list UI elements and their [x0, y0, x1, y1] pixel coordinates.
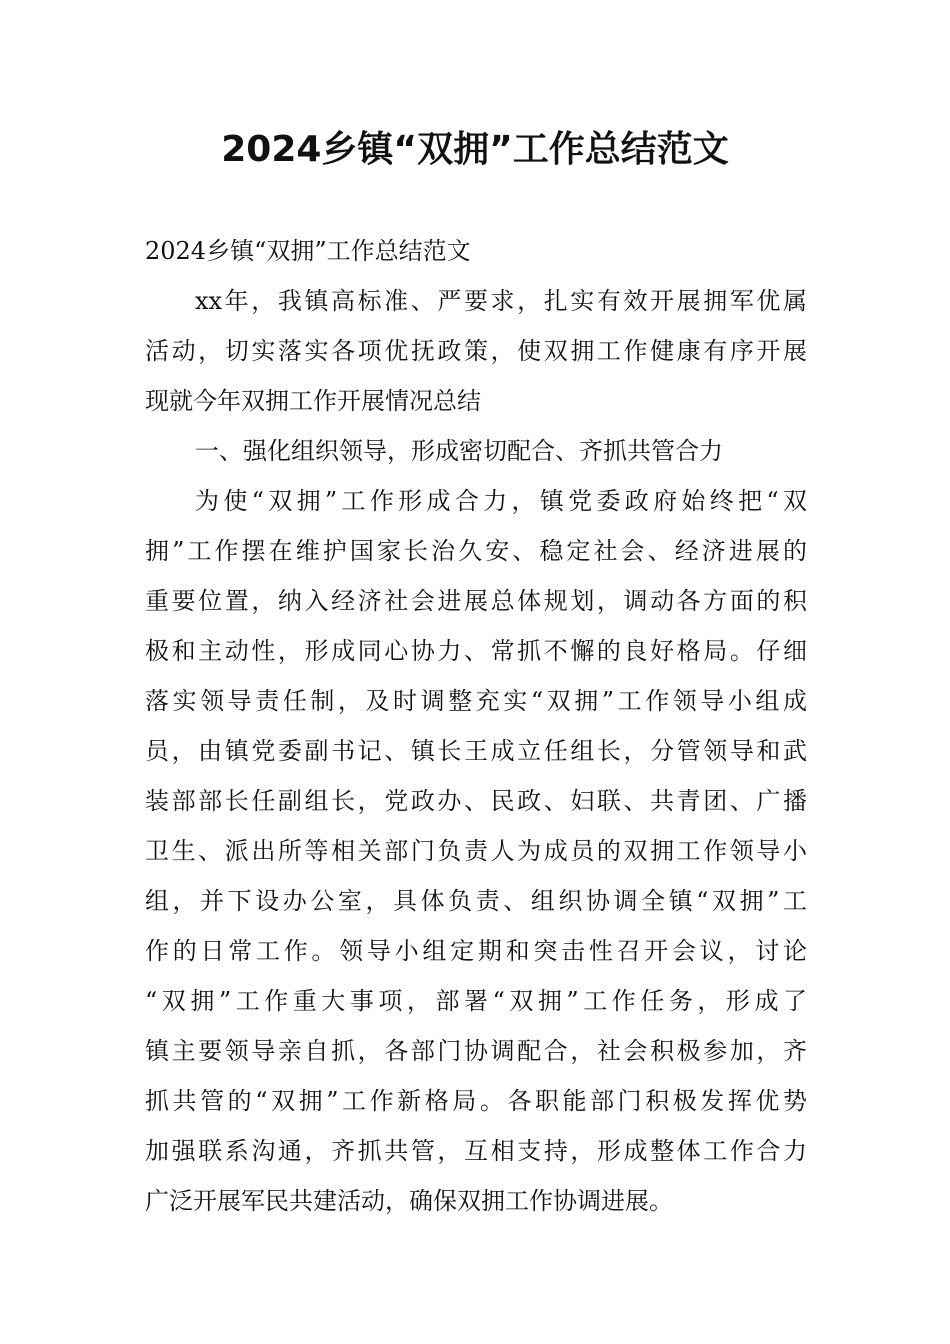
- paragraph-line: 拥”工作摆在维护国家长治久安、稳定社会、经济进展的: [145, 537, 807, 565]
- paragraph-line: 装部部长任副组长，党政办、民政、妇联、共青团、广播: [145, 787, 807, 815]
- paragraph-line: 活动，切实落实各项优抚政策，使双拥工作健康有序开展: [145, 337, 807, 365]
- paragraph-line: 加强联系沟通，齐抓共管，互相支持，形成整体工作合力: [145, 1137, 807, 1165]
- paragraph-line: 抓共管的“双拥”工作新格局。各职能部门积极发挥优势: [145, 1087, 807, 1115]
- paragraph-line: 落实领导责任制，及时调整充实“双拥”工作领导小组成: [145, 687, 807, 715]
- paragraph-line: 广泛开展军民共建活动，确保双拥工作协调进展。: [145, 1187, 673, 1215]
- paragraph-line: 现就今年双拥工作开展情况总结: [145, 387, 481, 415]
- paragraph-line: 极和主动性，形成同心协力、常抓不懈的良好格局。仔细: [145, 637, 807, 665]
- paragraph-line: xx年，我镇高标准、严要求，扎实有效开展拥军优属: [195, 287, 807, 315]
- paragraph-line: 组，并下设办公室，具体负责、组织协调全镇“双拥”工: [145, 887, 807, 915]
- paragraph-line: 作的日常工作。领导小组定期和突击性召开会议，讨论: [145, 937, 807, 965]
- document-body: [145, 226, 807, 1226]
- paragraph-line: 重要位置，纳入经济社会进展总体规划，调动各方面的积: [145, 587, 807, 615]
- section-heading: 一、强化组织领导，形成密切配合、齐抓共管合力: [195, 437, 723, 465]
- paragraph-line: 卫生、派出所等相关部门负责人为成员的双拥工作领导小: [145, 837, 807, 865]
- paragraph-line: 为使“双拥”工作形成合力，镇党委政府始终把“双: [195, 487, 807, 515]
- document-subtitle: 2024乡镇“双拥”工作总结范文: [145, 237, 471, 265]
- paragraph-line: 镇主要领导亲自抓，各部门协调配合，社会积极参加，齐: [145, 1037, 807, 1065]
- paragraph-line: “双拥”工作重大事项，部署“双拥”工作任务，形成了: [145, 987, 807, 1015]
- paragraph-line: 员，由镇党委副书记、镇长王成立任组长，分管领导和武: [145, 737, 807, 765]
- document-title: 2024乡镇“双拥”工作总结范文: [221, 129, 729, 170]
